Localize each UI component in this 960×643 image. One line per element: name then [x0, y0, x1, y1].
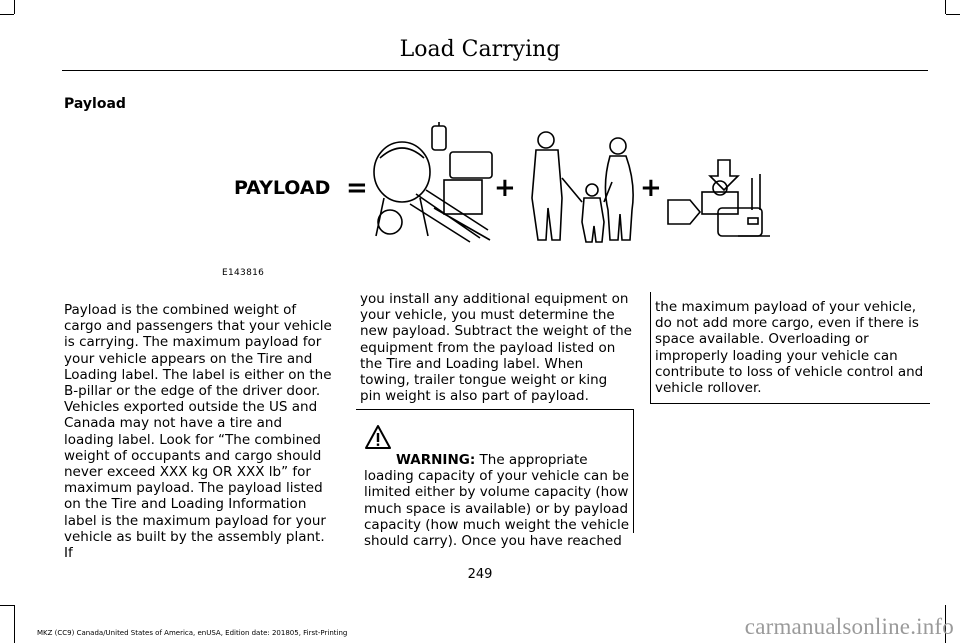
trailer-hitch-icon: [668, 160, 770, 236]
figure-label: PAYLOAD: [234, 177, 331, 199]
plus-sign-1: +: [494, 173, 516, 203]
warning-body: The appropriate loading capacity of your vehicle can be limited either by volume capacity (how much space is available) or by payload capacity (how much weight the vehicle should carry). Once you have reached: [364, 452, 630, 550]
page-number: 249: [467, 567, 493, 582]
warning-triangle-icon: [364, 424, 392, 450]
crop-mark: [0, 605, 14, 606]
watermark: carmanualsonline.info: [744, 614, 954, 639]
header-divider: [62, 70, 928, 71]
equals-sign: =: [346, 173, 368, 203]
crop-mark: [945, 0, 946, 14]
body-column-1: [64, 302, 336, 561]
figure-id: E143816: [222, 268, 265, 278]
warning-text: [364, 452, 632, 549]
page-title: Load Carrying: [399, 37, 561, 62]
paragraph-payload-definition: Payload is the combined weight of cargo and passengers that your vehicle is carrying. The maximum payload for your vehicle appears on the Tire and Loading label. The label is either on the B-pillar or the edge of the driver door. Vehicles exported outside the US and Canada may not have a tire and loading label. Look for “The combined weight of occupants and cargo should never exceed XXX kg OR XXX lb” for maximum payload. The payload listed on the Tire and Loading Information label is the maximum payload for your vehicle as built by the assembly plant. If: [64, 302, 332, 562]
warning-label: WARNING:: [396, 452, 476, 468]
passengers-icon: [532, 132, 633, 242]
body-column-3: [655, 299, 927, 396]
section-heading: Payload: [64, 96, 126, 112]
payload-figure: [220, 118, 780, 258]
plus-sign-2: +: [640, 173, 662, 203]
paragraph-additional-equipment: you install any additional equipment on your vehicle, you must determine the new payload. Subtract the weight of the equipment from the payload listed on the Tire and Loading label. When towing, trailer tongue weight or king pin weight is also part of payload.: [360, 291, 632, 405]
crop-mark: [14, 0, 15, 14]
paragraph-max-payload: the maximum payload of your vehicle, do not add more cargo, even if there is space available. Overloading or improperly loading your vehicle can contribute to loss of vehicle control and vehicle rollover.: [655, 299, 924, 397]
crop-mark: [14, 605, 15, 643]
payload-illustration: [220, 118, 780, 258]
footer-text: MKZ (CC9) Canada/United States of America, enUSA, Edition date: 201805, First-Printing: [37, 629, 348, 637]
crop-mark: [0, 14, 14, 15]
crop-mark: [946, 14, 960, 15]
cargo-icon: [374, 122, 492, 242]
body-column-2: [360, 291, 632, 404]
